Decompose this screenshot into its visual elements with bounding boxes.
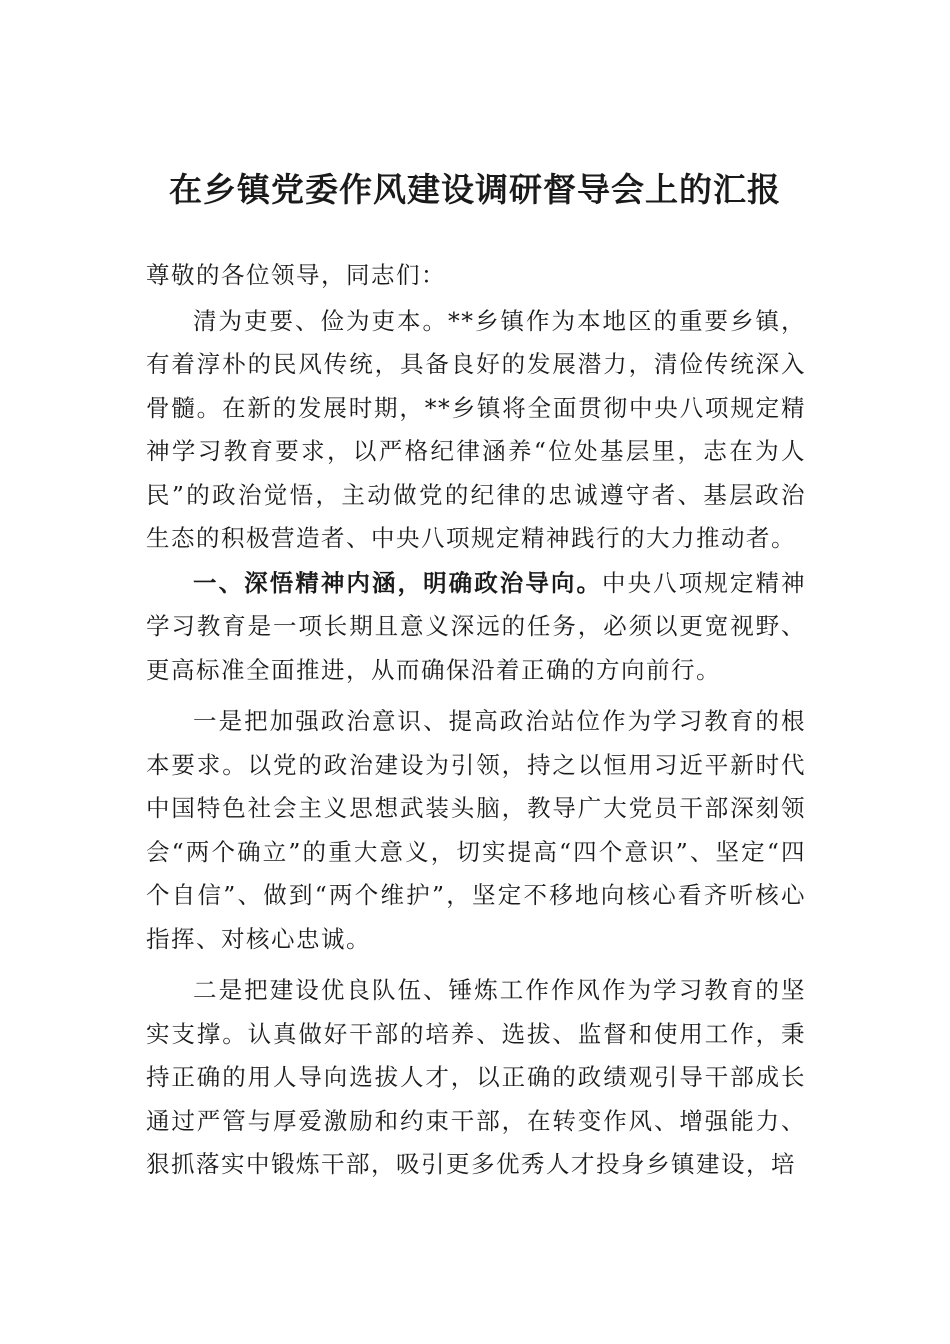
intro-paragraph: 清为吏要、俭为吏本。**乡镇作为本地区的重要乡镇，有着淳朴的民风传统，具备良好的发展潜力，清俭传统深入骨髓。在新的发展时期，**乡镇将全面贯彻中央八项规定精神学习教育要求，以严格纪律涵养“位处基层里，志在为人民”的政治觉悟，主动做党的纪律的忠诚遵守者、基层政治生态的积极营造者、中央八项规定精神践行的大力推动者。 <box>146 306 806 552</box>
section-1-paragraph <box>146 562 806 693</box>
document-body <box>146 254 806 1187</box>
section-1-heading: 一、深悟精神内涵，明确政治导向。 <box>193 568 603 597</box>
section-1-body: 中央八项规定精神学习教育是一项长期且意义深远的任务，必须以更宽视野、更高标准全面推进，从而确保沿着正确的方向前行。 <box>146 568 807 684</box>
salutation: 尊敬的各位领导，同志们： <box>146 261 446 289</box>
point-1-paragraph: 一是把加强政治意识、提高政治站位作为学习教育的根本要求。以党的政治建设为引领，持之以恒用习近平新时代中国特色社会主义思想武装头脑，教导广大党员干部深刻领会“两个确立”的重大意义，切实提高“四个意识”、坚定“四个自信”、做到“两个维护”，坚定不移地向核心看齐听核心指挥、对核心忠诚。 <box>146 707 806 953</box>
point-2-paragraph: 二是把建设优良队伍、锤炼工作作风作为学习教育的坚实支撑。认真做好干部的培养、选拔、监督和使用工作，秉持正确的用人导向选拔人才，以正确的政绩观引导干部成长通过严管与厚爱激励和约束干部，在转变作风、增强能力、狠抓落实中锻炼干部，吸引更多优秀人才投身乡镇建设，培 <box>146 976 806 1178</box>
document-title: 在乡镇党委作风建设调研督导会上的汇报 <box>169 170 781 209</box>
